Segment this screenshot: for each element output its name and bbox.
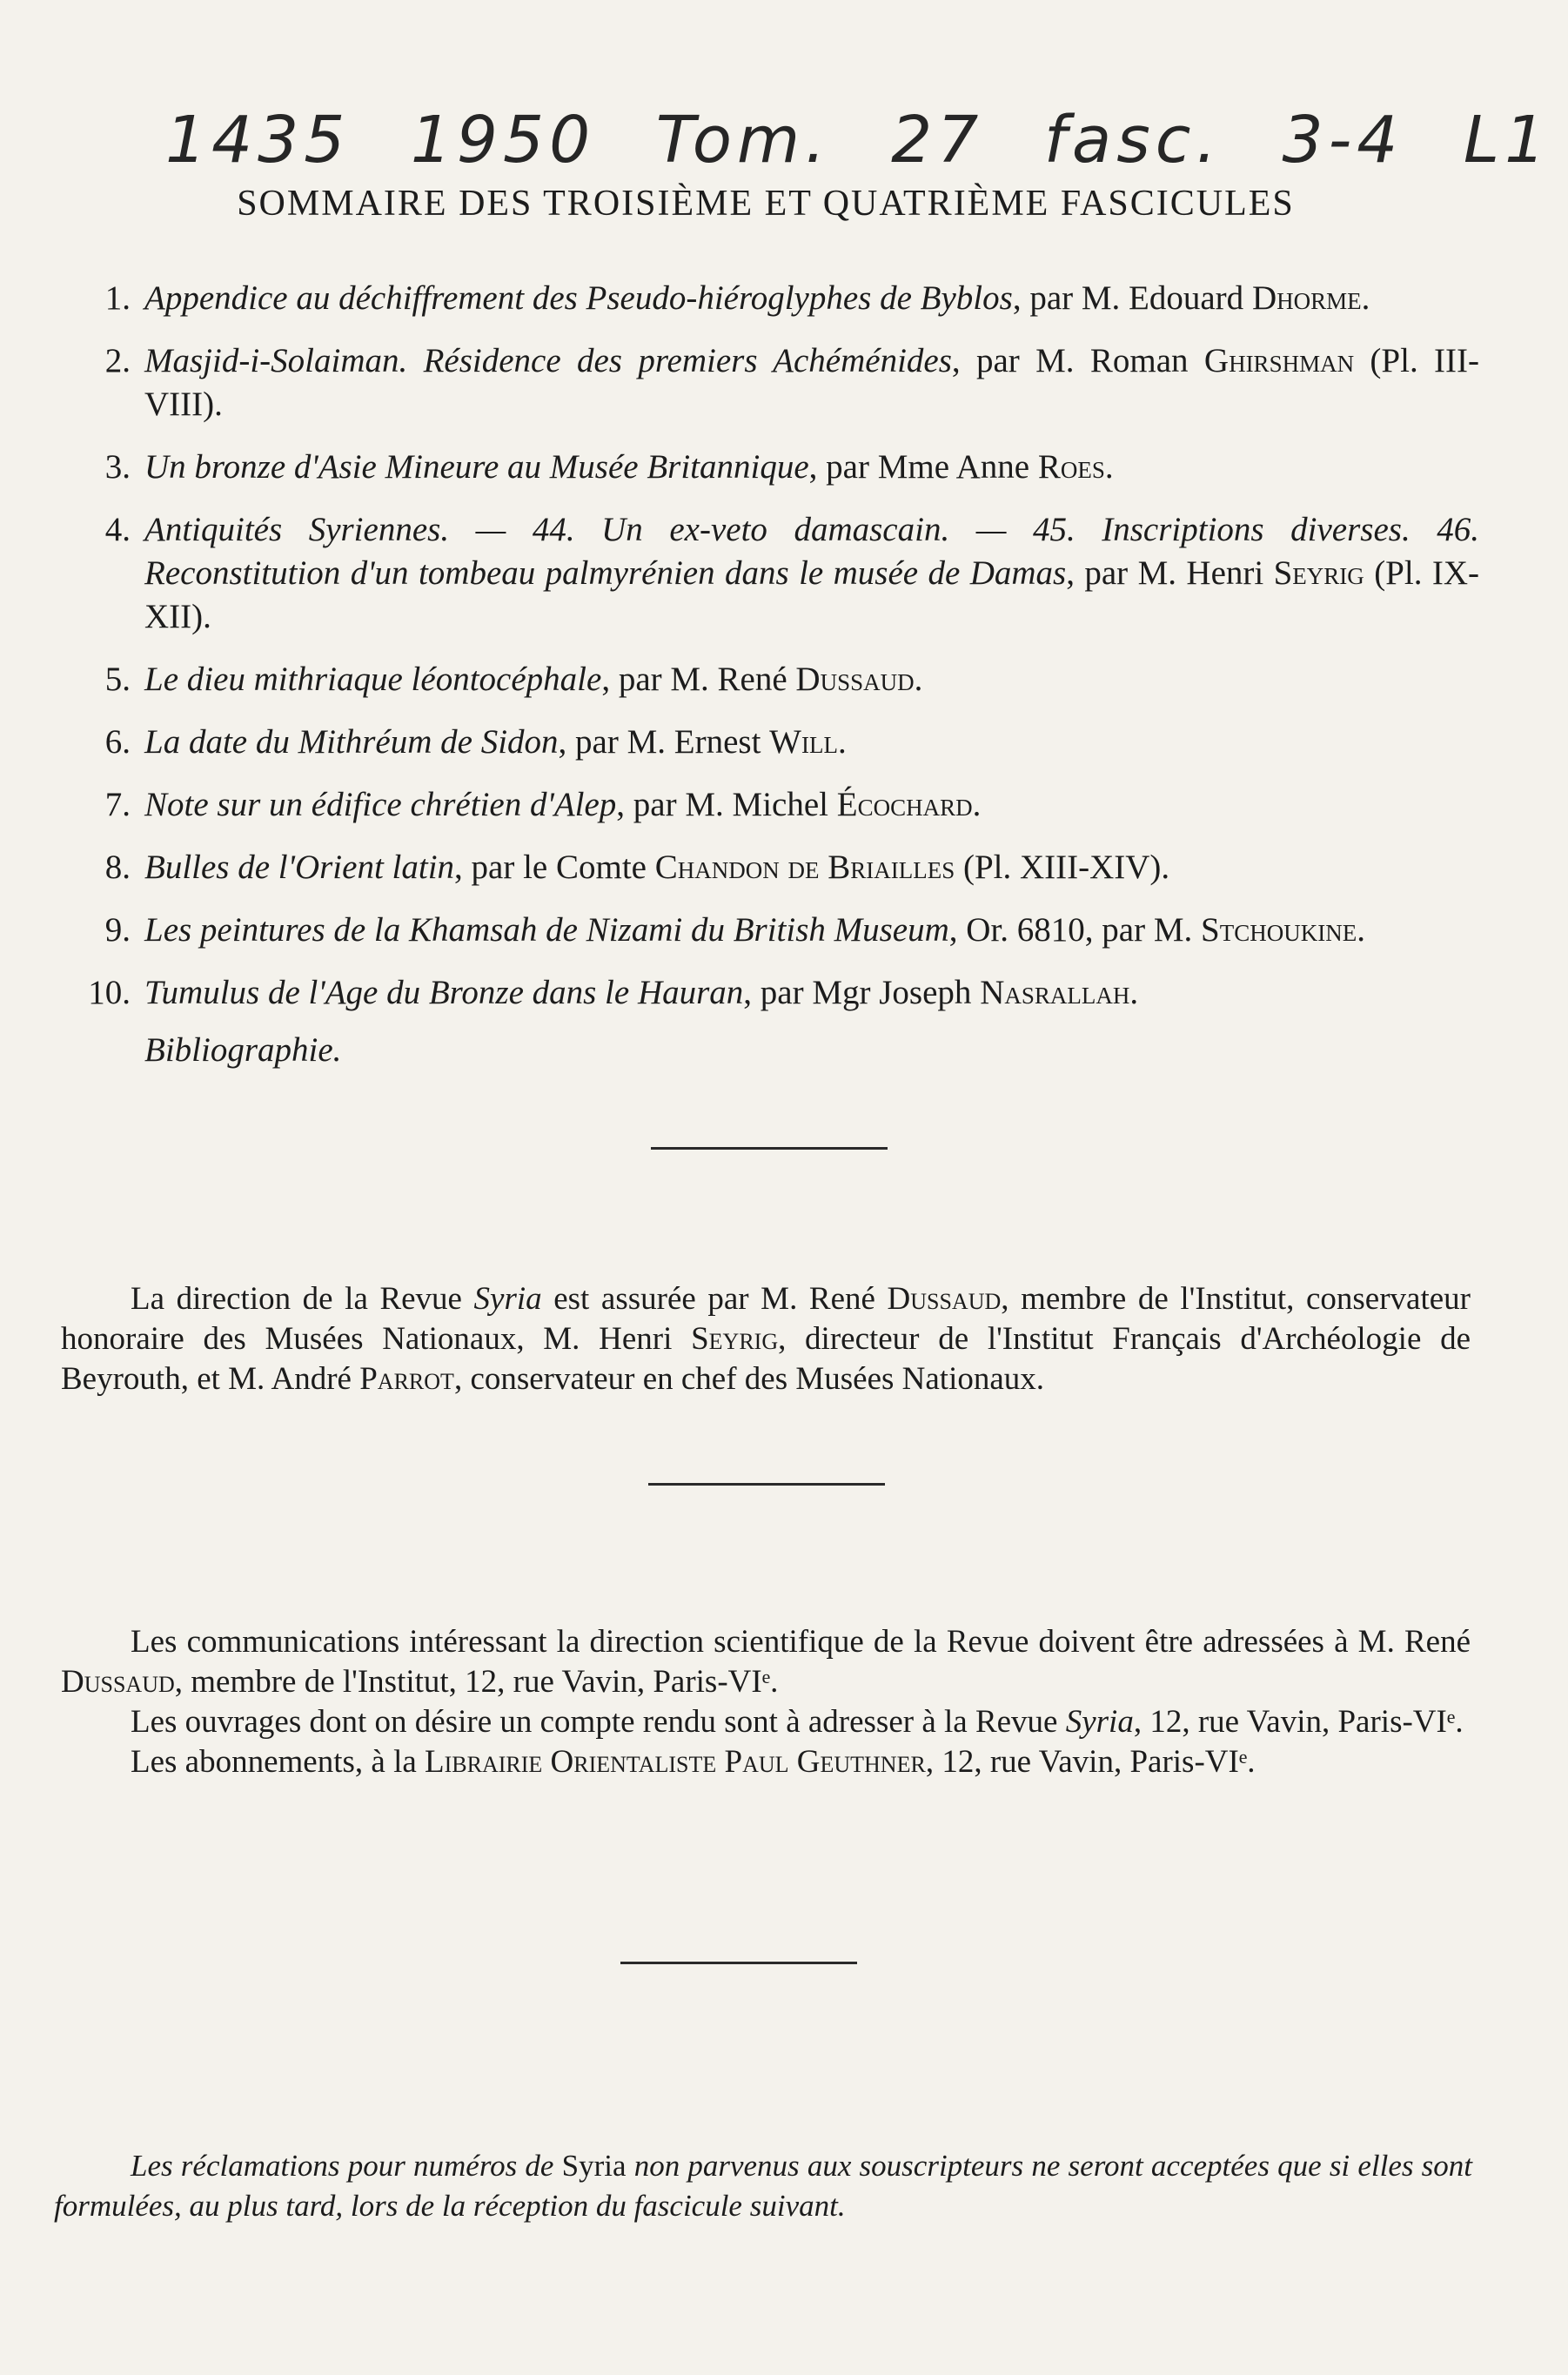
text-run: , conservateur en chef des Musées Nationaux. (453, 1361, 1045, 1397)
entry-byline: , par Mme Anne (808, 448, 1038, 486)
entry-title: La date du Mithréum de Sidon (144, 723, 559, 761)
direction-paragraph (61, 1279, 1471, 1399)
text-run: , membre de l'Institut, 12, rue Vavin, Paris-VIᵉ. (174, 1664, 779, 1700)
entry-byline: , par M. Roman (951, 342, 1204, 379)
person-name: Dussaud (61, 1664, 175, 1700)
direction-text (61, 1279, 1471, 1399)
text-run: Les ouvrages dont on désire un compte rendu sont à adresser à la Revue (131, 1704, 1066, 1740)
entry-author: Chandon de Briailles (654, 849, 955, 886)
entry-byline: , par le Comte (454, 849, 655, 886)
entry-number: 2. (104, 342, 131, 379)
communications-paragraph (61, 1622, 1471, 1702)
table-of-contents (61, 277, 1479, 1072)
entry-title: Un bronze d'Asie Mineure au Musée Britannique (144, 448, 809, 486)
entry-number: 3. (104, 448, 131, 486)
entry-number: 9. (104, 911, 131, 949)
bibliographie-label: Bibliographie. (144, 1031, 342, 1069)
toc-entry (61, 846, 1479, 889)
entry-title: Note sur un édifice chrétien d'Alep (144, 786, 617, 823)
communications-block (61, 1622, 1471, 1782)
section-divider (648, 1483, 885, 1486)
text-run: est assurée par M. René (541, 1281, 888, 1317)
entry-number: 8. (104, 849, 131, 886)
section-divider (651, 1147, 888, 1150)
text-run: , membre de l'Institut, conservateur honoraire des Musées Nationaux, M. Henri (61, 1281, 1471, 1357)
entry-title: Les peintures de la Khamsah de Nizami du British Museum (144, 911, 949, 949)
entry-author: Nasrallah (980, 974, 1130, 1011)
entry-extra: . (1104, 448, 1114, 486)
entry-extra: (Pl. XIII-XIV). (955, 849, 1170, 886)
journal-name: Syria (473, 1281, 542, 1317)
entry-author: Stchoukine (1201, 911, 1357, 949)
journal-name: Syria (1065, 1704, 1134, 1740)
entry-extra: (Pl. IX-XII). (144, 554, 1480, 635)
entry-extra: . (1361, 279, 1370, 317)
entry-extra: (Pl. III-VIII). (144, 342, 1479, 423)
toc-entry (61, 508, 1479, 639)
entry-author: Ghirshman (1203, 342, 1355, 379)
entry-title: Appendice au déchiffrement des Pseudo-hiéroglyphes de Byblos (144, 279, 1013, 317)
entry-title: Le dieu mithriaque léontocéphale (144, 661, 602, 698)
entry-number: 10. (88, 974, 131, 1011)
toc-entry (61, 721, 1479, 764)
text-run: , 12, rue Vavin, Paris-VIᵉ. (925, 1744, 1256, 1780)
toc-entry (61, 971, 1479, 1015)
text-run: , 12, rue Vavin, Paris-VIᵉ. (1133, 1704, 1464, 1740)
entry-author: Dussaud (795, 661, 915, 698)
entry-extra: . (1129, 974, 1139, 1011)
entry-extra: . (914, 661, 923, 698)
ouvrages-paragraph (61, 1702, 1471, 1742)
entry-extra: . (972, 786, 982, 823)
publisher-name: Librairie Orientaliste Paul Geuthner (425, 1744, 926, 1780)
entry-title: Antiquités Syriennes. — 44. Un ex-veto damascain. — 45. Inscriptions diverses. 46. Reconstitution d'un tombeau palmyrénien dans le musée de Damas (144, 511, 1479, 592)
abonnements-paragraph (61, 1742, 1471, 1782)
text-run: , directeur de l'Institut Français d'Archéologie de Beyrouth, et M. André (61, 1321, 1471, 1397)
entry-author: Dhorme (1251, 279, 1362, 317)
person-name: Parrot (359, 1361, 454, 1397)
entry-byline: , Or. 6810, par M. (948, 911, 1202, 949)
entry-byline: , par M. Henri (1066, 554, 1274, 592)
journal-name: Syria (561, 2149, 627, 2183)
entry-byline: , par M. Ernest (558, 723, 770, 761)
person-name: Seyrig (691, 1321, 779, 1357)
notice-text (54, 2146, 1472, 2226)
entry-author: Écochard (836, 786, 973, 823)
toc-entry (61, 658, 1479, 701)
entry-byline: , par M. Edouard (1012, 279, 1252, 317)
text-run: non parvenus aux souscripteurs ne seront acceptées que si elles sont formulées, au plus tard, lors de la réception du fascicule suivant. (54, 2149, 1472, 2223)
entry-number: 6. (104, 723, 131, 761)
person-name: Dussaud (887, 1281, 1002, 1317)
entry-number: 4. (104, 511, 131, 548)
text-run: La direction de la Revue (131, 1281, 474, 1317)
entry-title: Masjid-i-Solaiman. Résidence des premiers Achéménides (144, 342, 952, 379)
handwritten-catalog-note: 1435 1950 Tom. 27 fasc. 3-4 L1 (165, 103, 1551, 178)
entry-title: Tumulus de l'Age du Bronze dans le Hauran (144, 974, 744, 1011)
text-run: Les abonnements, à la (131, 1744, 426, 1780)
toc-entry (61, 339, 1479, 426)
entry-extra: . (1357, 911, 1365, 949)
entry-number: 7. (104, 786, 131, 823)
toc-entry (61, 909, 1479, 952)
toc-entry (61, 277, 1479, 320)
text-run: Les réclamations pour numéros de (131, 2149, 562, 2183)
entry-byline: , par M. René (601, 661, 796, 698)
page-title: SOMMAIRE DES TROISIÈME ET QUATRIÈME FASCICULES (237, 184, 1295, 224)
toc-entry (61, 783, 1479, 827)
entry-extra: . (837, 723, 847, 761)
entry-number: 5. (104, 661, 131, 698)
entry-title: Bulles de l'Orient latin (144, 849, 455, 886)
entry-byline: , par M. Michel (616, 786, 837, 823)
toc-entry (61, 446, 1479, 489)
section-divider (620, 1962, 857, 1964)
entry-author: Seyrig (1273, 554, 1364, 592)
entry-number: 1. (104, 279, 131, 317)
entry-byline: , par Mgr Joseph (743, 974, 981, 1011)
text-run: Les communications intéressant la direction scientifique de la Revue doivent être adressées à M. René (131, 1624, 1471, 1660)
entry-author: Will (769, 723, 838, 761)
entry-author: Roes (1037, 448, 1105, 486)
reclamations-notice (54, 2146, 1472, 2226)
